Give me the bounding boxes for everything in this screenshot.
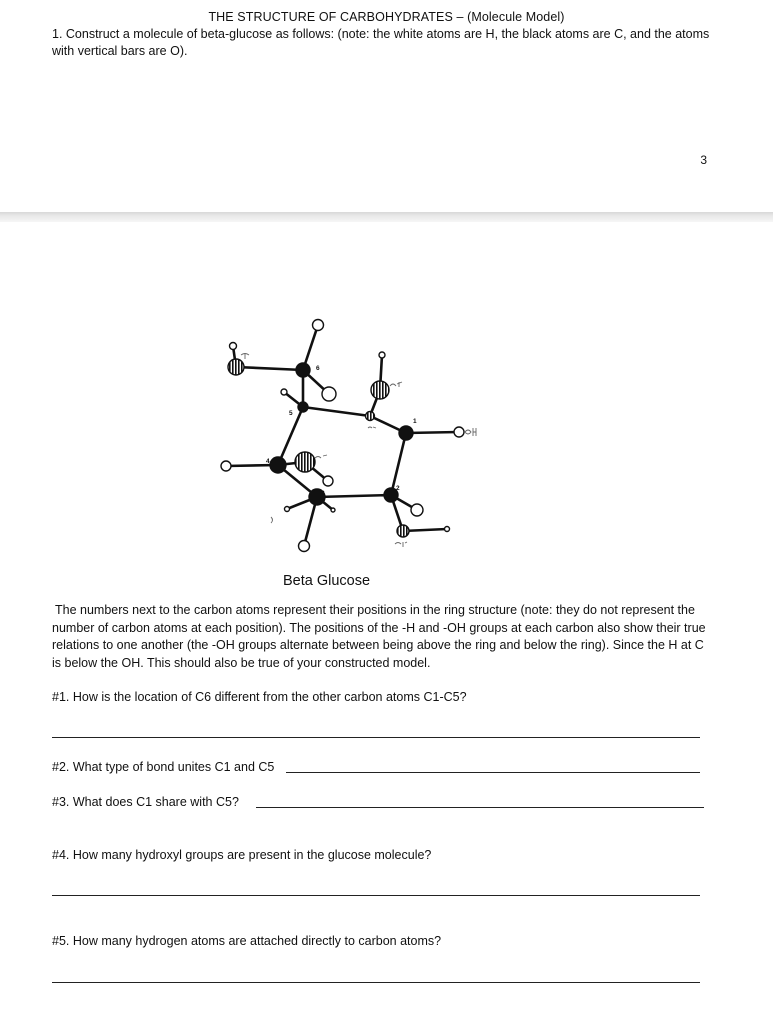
hydrogen-atom: [281, 389, 287, 395]
oxygen-atom: [397, 525, 409, 537]
oxygen-atom: [371, 381, 389, 399]
answer-line-1[interactable]: [52, 737, 700, 738]
figure-caption: Beta Glucose: [283, 573, 371, 589]
explanation-paragraph: [52, 602, 716, 672]
hydrogen-atom: [331, 508, 335, 512]
atoms: [221, 320, 464, 552]
bonds: [226, 325, 459, 546]
page-divider: [0, 212, 773, 222]
carbon-label-2: 2: [396, 485, 400, 492]
carbon-label-6: 6: [316, 365, 320, 372]
oxygen-atom-ring: [366, 412, 375, 421]
beta-glucose-diagram: [205, 310, 505, 572]
question-5: #5. How many hydrogen atoms are attached directly to carbon atoms?: [52, 934, 442, 948]
carbon-label-5: 5: [289, 410, 293, 417]
carbon-label-3: 3: [321, 490, 325, 497]
question-4: #4. How many hydroxyl groups are present in the glucose molecule?: [52, 848, 432, 862]
hydrogen-atom: [445, 527, 450, 532]
page-number: 3: [700, 153, 707, 167]
worksheet-title: THE STRUCTURE OF CARBOHYDRATES – (Molecule Model): [208, 10, 565, 24]
oxygen-atom: [295, 452, 315, 472]
hydrogen-atom: [221, 461, 231, 471]
answer-line-3[interactable]: [256, 807, 704, 808]
answer-line-5[interactable]: [52, 982, 700, 983]
hydrogen-atom: [454, 427, 464, 437]
instruction-intro: 1. Construct a molecule of beta-glucose as follows: (note: the white atoms are H, the black atoms are C, and the atoms with vertical bars are O).: [52, 27, 710, 58]
molecule-svg: [205, 310, 505, 572]
carbon-label-4: 4: [266, 458, 270, 465]
oxygen-atom: [228, 359, 244, 375]
hydrogen-atom: [285, 507, 290, 512]
handwritten-marks: [241, 353, 476, 547]
carbon-label-1: 1: [413, 418, 417, 425]
hydrogen-atom: [322, 387, 336, 401]
page-top-section: [0, 0, 773, 212]
answer-line-2[interactable]: [286, 772, 700, 773]
hydrogen-atom: [323, 476, 333, 486]
question-1: #1. How is the location of C6 different from the other carbon atoms C1-C5?: [52, 690, 467, 704]
carbon-atom-c6: [296, 363, 310, 377]
answer-line-4[interactable]: [52, 895, 700, 896]
hydrogen-atom: [313, 320, 324, 331]
hydrogen-atom: [299, 541, 310, 552]
carbon-atom-c1: [399, 426, 413, 440]
hydrogen-atom: [411, 504, 423, 516]
hydrogen-atom: [379, 352, 385, 358]
carbon-atom-c5: [298, 402, 308, 412]
question-2: #2. What type of bond unites C1 and C5: [52, 760, 275, 774]
hydrogen-atom: [230, 343, 237, 350]
carbon-atom-c4: [270, 457, 286, 473]
question-3: #3. What does C1 share with C5?: [52, 795, 239, 809]
explanation-text: The numbers next to the carbon atoms represent their positions in the ring structure (note: they do not represent the number of carbon atoms at each position). The positions of the -H and -OH groups at each carbon also show their true relations to one another (the -OH groups alternate between being above the ring and below the ring). Since the H at C is below the OH. This should also be true of your constructed model.: [52, 603, 706, 670]
